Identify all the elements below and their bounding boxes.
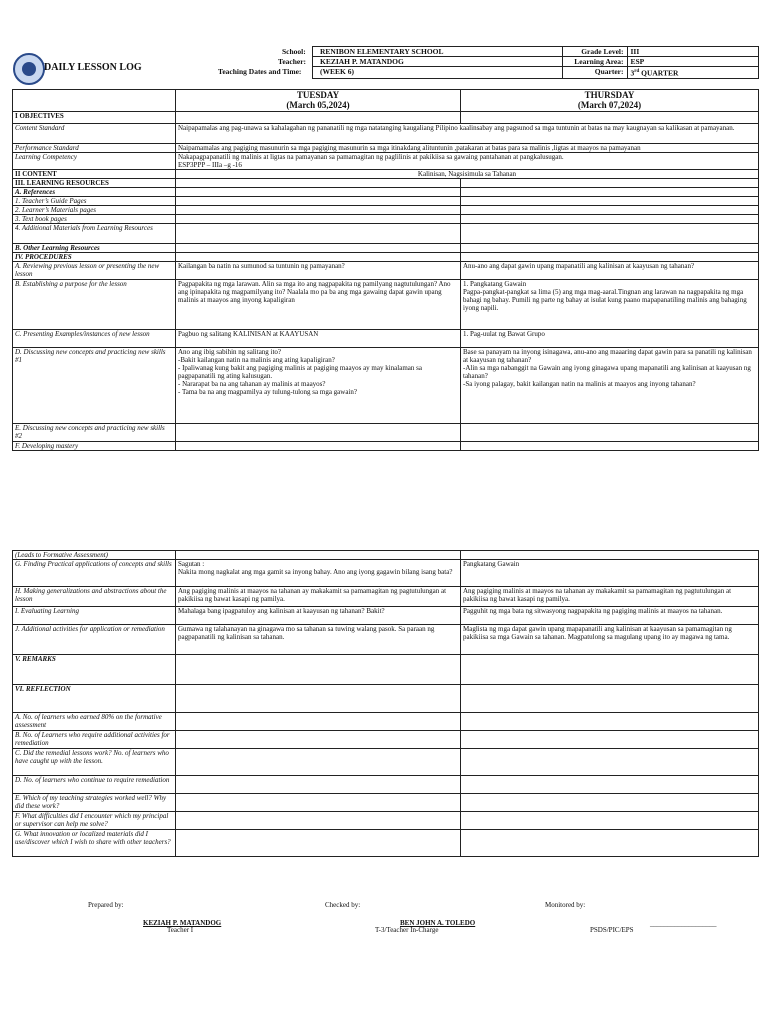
ref4-label: 4. Additional Materials from Learning Resources bbox=[13, 224, 176, 244]
tuesday-header: TUESDAY (March 05,2024) bbox=[176, 90, 461, 112]
content-heading: II CONTENT bbox=[13, 170, 176, 179]
step-g-thursday: Pangkatang Gawain bbox=[461, 560, 759, 587]
area-value: ESP bbox=[627, 57, 758, 67]
prepared-name: KEZIAH P. MATANDOG bbox=[143, 919, 222, 927]
step-d-thursday: Base sa panayam na inyong isinagawa, anu-ano ang maaaring dapat gawin para sa panatili ng kalinisan at kaayusan ng tahanan? -Alin sa mga nabanggit na Gawain ang iyong ginagawa upang mapanatili ang kalinisan at kaayusan ng tahanan? -Sa iyong palagay, bakit kailangan natin na malinis at maayos ang inyong tahanan? bbox=[461, 348, 759, 424]
monitored-label: Monitored by: bbox=[545, 901, 586, 909]
objectives-heading: I OBJECTIVES bbox=[13, 112, 176, 124]
checked-title: T-3/Teacher In-Charge bbox=[375, 926, 439, 934]
reflection-f: F. What difficulties did I encounter which my principal or supervisor can help me solve? bbox=[13, 812, 176, 830]
remarks-heading: V. REMARKS bbox=[13, 655, 176, 685]
header-table bbox=[12, 46, 759, 79]
content-text: Kalinisan, Nagsisimula sa Tahanan bbox=[176, 170, 759, 179]
monitored-title: PSDS/PIC/EPS bbox=[590, 926, 634, 934]
grade-value: III bbox=[627, 47, 758, 57]
teacher-value: KEZIAH P. MATANDOG bbox=[320, 57, 404, 66]
prepared-title: Teacher I bbox=[167, 926, 194, 934]
step-i-thursday: Pagguhit ng mga bata ng sitwasyong nagpapakita ng pagiging malinis at maayos na tahanan. bbox=[461, 607, 759, 625]
step-f-label: F. Developing mastery bbox=[13, 442, 176, 451]
step-b-thursday: 1. Pangkatang Gawain Pagpa-pangkat-pangkat sa lima (5) ang mga mag-aaral.Tingnan ang larawan na nagpapakita ng mga bahagi ng bahay. Pumili ng parte ng bahay at isulat kung paano mapapanatiling malinis ang bahaging iyong napili. bbox=[461, 280, 759, 330]
step-d-tuesday: Ano ang ibig sabihin ng salitang ito? -Bakit kailangan natin na malinis ang ating kapaligiran? - Ipaliwanag kung bakit ang pagiging malinis at pagiging maayos ay may kinalaman sa pagpapanatili ng ating kalusugan. - Nararapat ba na ang tahanan ay malinis at maayos? - Tama ba na ang magpamilya ay tulung-tulong sa mga gawain? bbox=[176, 348, 461, 424]
step-a-thursday: Anu-ano ang dapat gawin upang mapanatili ang kalinisan at kaayusan ng tahanan? bbox=[461, 262, 759, 280]
other-resources-heading: B. Other Learning Resources bbox=[13, 244, 176, 253]
reflection-d: D. No. of learners who continue to require remediation bbox=[13, 776, 176, 794]
step-c-label: C. Presenting Examples/instances of new lesson bbox=[13, 330, 176, 348]
reflection-g: G. What innovation or localized materials did I use/discover which I wish to share with other teachers? bbox=[13, 830, 176, 857]
step-c-tuesday: Pagbuo ng salitang KALINISAN at KAAYUSAN bbox=[176, 330, 461, 348]
leads-label: (Leads to Formative Assessment) bbox=[13, 551, 176, 560]
thursday-header: THURSDAY (March 07,2024) bbox=[461, 90, 759, 112]
step-g-tuesday: Sagutan : Nakita mong nagkalat ang mga gamit sa inyong bahay. Ano ang iyong gagawin bilang isang bata? bbox=[176, 560, 461, 587]
step-a-tuesday: Kailangan ba natin na sumunod sa tuntunin ng pamayanan? bbox=[176, 262, 461, 280]
dates-value: (WEEK 6) bbox=[320, 67, 354, 76]
step-c-thursday: 1. Pag-uulat ng Bawat Grupo bbox=[461, 330, 759, 348]
step-h-tuesday: Ang pagiging malinis at maayos na tahanan ay makakamit sa pamamagitan ng pagtutulungan at pakikiisa ng bawat kasapi ng pamilya. bbox=[176, 587, 461, 607]
step-h-label: H. Making generalizations and abstractions about the lesson bbox=[13, 587, 176, 607]
school-value: RENIBON ELEMENTARY SCHOOL bbox=[320, 47, 444, 56]
quarter-label: Quarter: bbox=[562, 67, 627, 79]
performance-text: Naipamamalas ang pagiging masunurin sa mga pagiging masunurin sa mga itinakdang alituntunin ,patakaran at batas para sa malinis ,ligtas at maayos na pamayanan bbox=[176, 144, 759, 153]
ref3-label: 3. Text book pages bbox=[13, 215, 176, 224]
reflection-heading: VI. REFLECTION bbox=[13, 685, 176, 713]
reflection-b: B. No. of Learners who require additional activities for remediation bbox=[13, 731, 176, 749]
step-j-thursday: Maglista ng mga dapat gawin upang mapapanatili ang kalinisan at kaayusan sa pamamagitan ng pakikiisa sa mga Gawain sa tahanan. Magpatulong sa magulang upang ito ay magawa ng tama. bbox=[461, 625, 759, 655]
step-e-label: E. Discussing new concepts and practicing new skills #2 bbox=[13, 424, 176, 442]
prepared-label: Prepared by: bbox=[88, 901, 124, 909]
step-g-label: G. Finding Practical applications of concepts and skills bbox=[13, 560, 176, 587]
step-j-tuesday: Gumawa ng talahanayan na ginagawa mo sa tahanan sa tuwing walang pasok. Sa paraan ng pagpapanatili ng kalinisan sa tahanan. bbox=[176, 625, 461, 655]
competency-text: Nakapagpapanatili ng malinis at ligtas na pamayanan sa pamamagitan ng paglilinis at pakikiisa sa gawaing pantahanan at pangkalusugan. ESP3PPP – IIIa –g -16 bbox=[176, 153, 759, 170]
step-j-label: J. Additional activities for application or remediation bbox=[13, 625, 176, 655]
ref2-label: 2. Learner’s Materials pages bbox=[13, 206, 176, 215]
references-heading: A. References bbox=[13, 188, 176, 197]
content-standard-text: Naipapamalas ang pag-unawa sa kahalagahan ng pananatili ng mga natatanging kaugaliang Pilipino kaalinsabay ang pagsunod sa mga tuntunin at batas na may kaugnayan sa kalikasan at pamayanan. bbox=[176, 124, 759, 144]
page-title: DAILY LESSON LOG bbox=[44, 62, 142, 73]
performance-label: Performance Standard bbox=[13, 144, 176, 153]
step-a-label: A. Reviewing previous lesson or presenting the new lesson bbox=[13, 262, 176, 280]
procedures-heading: IV. PROCEDURES bbox=[13, 253, 176, 262]
reflection-c: C. Did the remedial lessons work? No. of learners who have caught up with the lesson. bbox=[13, 749, 176, 776]
dates-row: Teaching Dates and Time: (WEEK 6) bbox=[312, 67, 562, 79]
step-b-label: B. Establishing a purpose for the lesson bbox=[13, 280, 176, 330]
teacher-row: Teacher: KEZIAH P. MATANDOG bbox=[312, 57, 562, 67]
reflection-e: E. Which of my teaching strategies worked well? Why did these work? bbox=[13, 794, 176, 812]
competency-label: Learning Competency bbox=[13, 153, 176, 170]
monitored-blank: ___________________ bbox=[650, 920, 717, 928]
step-i-tuesday: Mahalaga bang ipagpatuloy ang kalinisan at kaayusan ng tahanan? Bakit? bbox=[176, 607, 461, 625]
reflection-a: A. No. of learners who earned 80% on the formative assessment bbox=[13, 713, 176, 731]
ref1-label: 1. Teacher’s Guide Pages bbox=[13, 197, 176, 206]
area-label: Learning Area: bbox=[562, 57, 627, 67]
step-b-tuesday: Pagpapakita ng mga larawan. Alin sa mga ito ang nagpapakita ng pamilyang nagtutulungan? Ano ang ipinapakita ng magpamilyang ito? Naalala mo pa ba ang mga gawaing dapat gawin upang malinis at maayos ang inyong kapaligiran bbox=[176, 280, 461, 330]
content-standard-label: Content Standard bbox=[13, 124, 176, 144]
checked-name: BEN JOHN A. TOLEDO bbox=[400, 919, 476, 927]
step-d-label: D. Discussing new concepts and practicing new skills #1 bbox=[13, 348, 176, 424]
lesson-table-page2 bbox=[12, 550, 759, 857]
checked-label: Checked by: bbox=[325, 901, 361, 909]
quarter-value: 3rd QUARTER bbox=[627, 67, 758, 79]
step-i-label: I. Evaluating Learning bbox=[13, 607, 176, 625]
lesson-table-page1 bbox=[12, 89, 759, 451]
step-h-thursday: Ang pagiging malinis at maayos na tahanan ay makakamit sa pamamagitan ng pagtutulungan at pakikiisa ng bawat kasapi ng pamilya. bbox=[461, 587, 759, 607]
resources-heading: III. LEARNING RESOURCES bbox=[13, 179, 176, 188]
grade-label: Grade Level: bbox=[562, 47, 627, 57]
school-row: School: RENIBON ELEMENTARY SCHOOL bbox=[312, 47, 562, 57]
